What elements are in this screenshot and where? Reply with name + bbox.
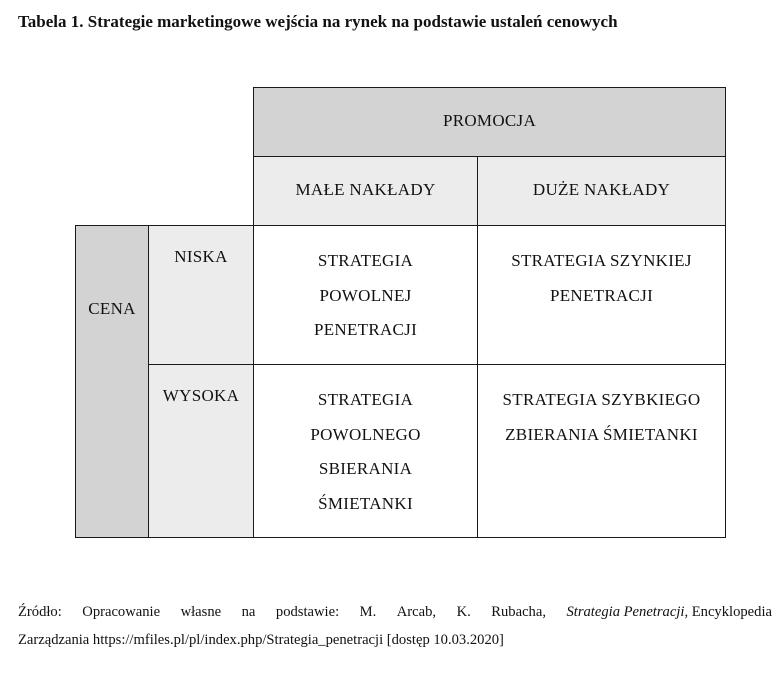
cell-line: SBIERANIA [318, 459, 413, 478]
cell-line: STRATEGIA [317, 251, 414, 270]
source-word: M. [359, 604, 377, 620]
source-word: Źródło: [18, 604, 62, 620]
source-word: K. [456, 604, 471, 620]
cell-line: POWOLNEJ [319, 285, 412, 305]
source-word: Opracowanie [82, 604, 161, 620]
cell-line: PENETRACJI [313, 320, 418, 339]
cell-wysoka-male [253, 364, 478, 538]
cell-line: STRATEGIA SZYNKIEJ [511, 251, 692, 270]
source-note [18, 598, 772, 654]
cell-line: PENETRACJI [549, 285, 654, 305]
source-title-group [566, 598, 772, 626]
table-title: Tabela 1. Strategie marketingowe wejścia na rynek na podstawie ustaleń cenowych [18, 12, 618, 31]
source-word: podstawie: [275, 604, 340, 620]
cell-wysoka-duze [477, 364, 726, 538]
source-line-1 [18, 598, 772, 626]
source-tail: , Encyklopedia [684, 604, 772, 620]
source-word: własne [180, 604, 222, 620]
header-male-naklady: MAŁE NAKŁADY [253, 156, 478, 226]
cell-line: POWOLNEGO [310, 424, 421, 444]
cell-line: STRATEGIA [317, 390, 414, 409]
cell-line: ZBIERANIA ŚMIETANKI [505, 424, 698, 444]
header-promocja: PROMOCJA [253, 87, 726, 157]
source-word: Arcab, [396, 604, 437, 620]
source-word: Rubacha, [491, 604, 546, 620]
source-line-2: Zarządzania https://mfiles.pl/pl/index.php/Strategia_penetracji [dostęp 10.03.2020] [18, 632, 504, 648]
source-word: na [241, 604, 256, 620]
source-italic-title: Strategia Penetracji [566, 604, 685, 620]
row-label-wysoka: WYSOKA [148, 364, 254, 538]
cell-line: STRATEGIA SZYBKIEGO [502, 390, 701, 409]
cell-line: ŚMIETANKI [318, 493, 413, 513]
row-label-niska: NISKA [148, 225, 254, 365]
header-duze-naklady: DUŻE NAKŁADY [477, 156, 726, 226]
cell-niska-duze [477, 225, 726, 365]
cell-niska-male [253, 225, 478, 365]
header-cena: CENA [75, 225, 149, 538]
